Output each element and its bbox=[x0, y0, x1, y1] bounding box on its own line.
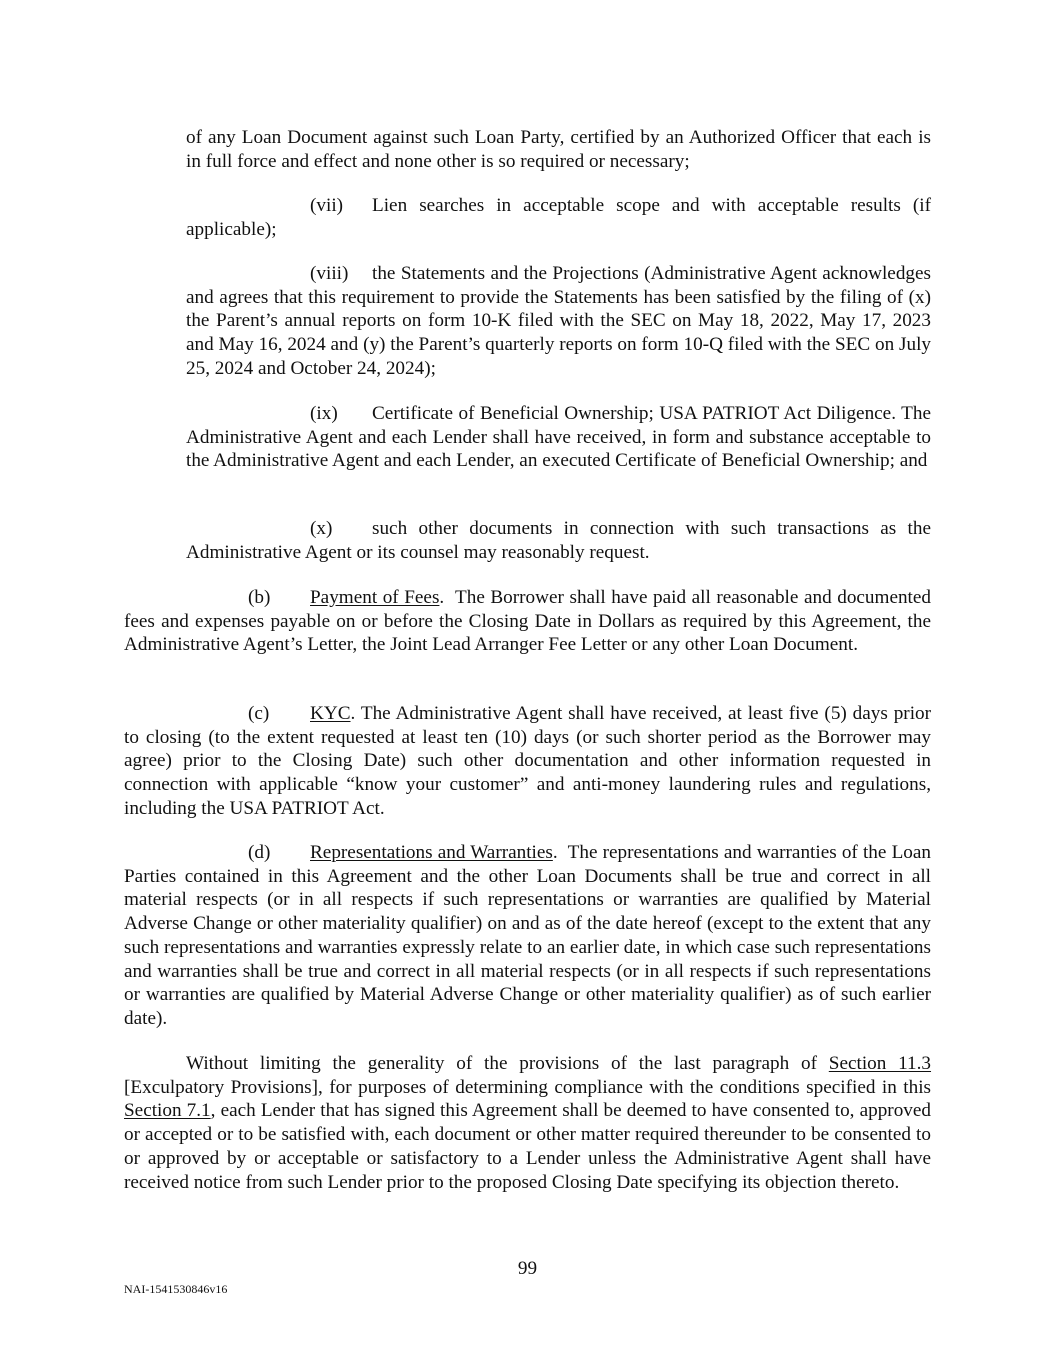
section-c-text: The Administrative Agent shall have received, at least five (5) days prior to closing (to the extent requested at least ten (10) days (or such shorter period as the Borrower may agree) prior to the Closing Date) such other documentation and other information requested in connection with applicable “know your customer” and anti-money laundering rules and regulations, including the USA PATRIOT Act. bbox=[124, 703, 932, 819]
section-b-label: (b) bbox=[248, 587, 271, 608]
section-b-heading: Payment of Fees bbox=[310, 587, 440, 608]
section-b: (b) Payment of Fees. The Borrower shall have paid all reasonable and documented fees and expenses payable on or before the Closing Date in Dollars as required by this Agreement, the Administrative Agent’s Letter, the Joint Lead Arranger Fee Letter or any other Loan Document. bbox=[124, 587, 931, 656]
closing-paragraph bbox=[124, 1052, 931, 1194]
item-vii bbox=[186, 194, 931, 241]
document-id: NAI-1541530846v16 bbox=[124, 1282, 228, 1296]
item-ix bbox=[186, 402, 931, 473]
paragraph-continuation-text: of any Loan Document against such Loan Party, certified by an Authorized Officer that each is in full force and effect and none other is so required or necessary; bbox=[186, 127, 931, 172]
closing-part1: Without limiting the generality of the provisions of the last paragraph of bbox=[186, 1053, 817, 1074]
item-x-label: (x) bbox=[310, 518, 333, 539]
section-c-heading: KYC bbox=[310, 703, 351, 724]
section-c: (c) KYC. The Administrative Agent shall have received, at least five (5) days prior to closing (to the extent requested at least ten (10) days (or such shorter period as the Borrower may agree) prior to the Closing Date) such other documentation and other information requested in connection with applicable “know your customer” and anti-money laundering rules and regulations, including the USA PATRIOT Act. bbox=[124, 703, 932, 819]
section-b-text: The Borrower shall have paid all reasonable and documented fees and expenses payable on or before the Closing Date in Dollars as required by this Agreement, the Administrative Agent’s Letter, the Joint Lead Arranger Fee Letter or any other Loan Document. bbox=[124, 587, 931, 656]
item-vii-label: (vii) bbox=[310, 195, 344, 216]
item-x-text: such other documents in connection with such transactions as the Administrative Agent or its counsel may reasonably request. bbox=[186, 518, 931, 563]
section-c-label: (c) bbox=[248, 703, 270, 724]
section-d-heading: Representations and Warranties bbox=[310, 842, 553, 863]
closing-part3: , each Lender that has signed this Agreement shall be deemed to have consented to, approved or accepted or to be satisfied with, each document or other matter required thereunder to be consented to or approved by or acceptable or satisfactory to a Lender unless the Administrative Agent shall have received notice from such Lender prior to the proposed Closing Date specifying its objection thereto. bbox=[124, 1100, 931, 1193]
item-viii-label: (viii) bbox=[310, 263, 349, 284]
item-ix-label: (ix) bbox=[310, 403, 338, 424]
section-11-3-link[interactable]: Section 11.3 bbox=[828, 1053, 932, 1074]
page-number: 99 bbox=[517, 1258, 538, 1279]
item-viii bbox=[186, 262, 931, 381]
item-ix-text: Certificate of Beneficial Ownership; USA PATRIOT Act Diligence. The Administrative Agent and each Lender shall have received, in form and substance acceptable to the Administrative Agent and each Lender, an executed Certificate of Beneficial Ownership; and bbox=[186, 403, 931, 472]
item-viii-text: the Statements and the Projections (Administrative Agent acknowledges and agrees that this requirement to provide the Statements has been satisfied by the filing of (x) the Parent’s annual reports on form 10-K filed with the SEC on May 18, 2022, May 17, 2023 and May 16, 2024 and (y) the Parent’s quarterly reports on form 10-Q filed with the SEC on July 25, 2024 and October 24, 2024); bbox=[186, 263, 931, 379]
section-d-label: (d) bbox=[248, 842, 271, 863]
section-d: (d) Representations and Warranties. The representations and warranties of the Loan Parties contained in this Agreement and the other Loan Documents shall be true and correct in all material respects (or in all respects if such representations or warranties are qualified by Material Adverse Change or other materiality qualifier) on and as of the date hereof (except to the extent that any such representations and warranties expressly relate to an earlier date, in which case such representations and warranties shall be true and correct in all material respects (or in all respects if such representations or warranties are qualified by Material Adverse Change or other materiality qualifier) as of such earlier date). bbox=[124, 842, 931, 1029]
closing-part2: [Exculpatory Provisions], for purposes of determining compliance with the conditions specified in this bbox=[124, 1076, 931, 1098]
item-vii-text: Lien searches in acceptable scope and with acceptable results (if applicable); bbox=[186, 195, 931, 240]
paragraph-continuation bbox=[186, 126, 931, 173]
section-7-1-link[interactable]: Section 7.1 bbox=[124, 1100, 211, 1122]
section-d-text: The representations and warranties of the Loan Parties contained in this Agreement and the other Loan Documents shall be true and correct in all material respects (or in all respects if such representations or warranties are qualified by Material Adverse Change or other materiality qualifier) on and as of the date hereof (except to the extent that any such representations and warranties expressly relate to an earlier date, in which case such representations and warranties shall be true and correct in all material respects (or in all respects if such representations or warranties are qualified by Material Adverse Change or other materiality qualifier) as of such earlier date). bbox=[124, 842, 931, 1029]
item-x bbox=[186, 517, 931, 564]
